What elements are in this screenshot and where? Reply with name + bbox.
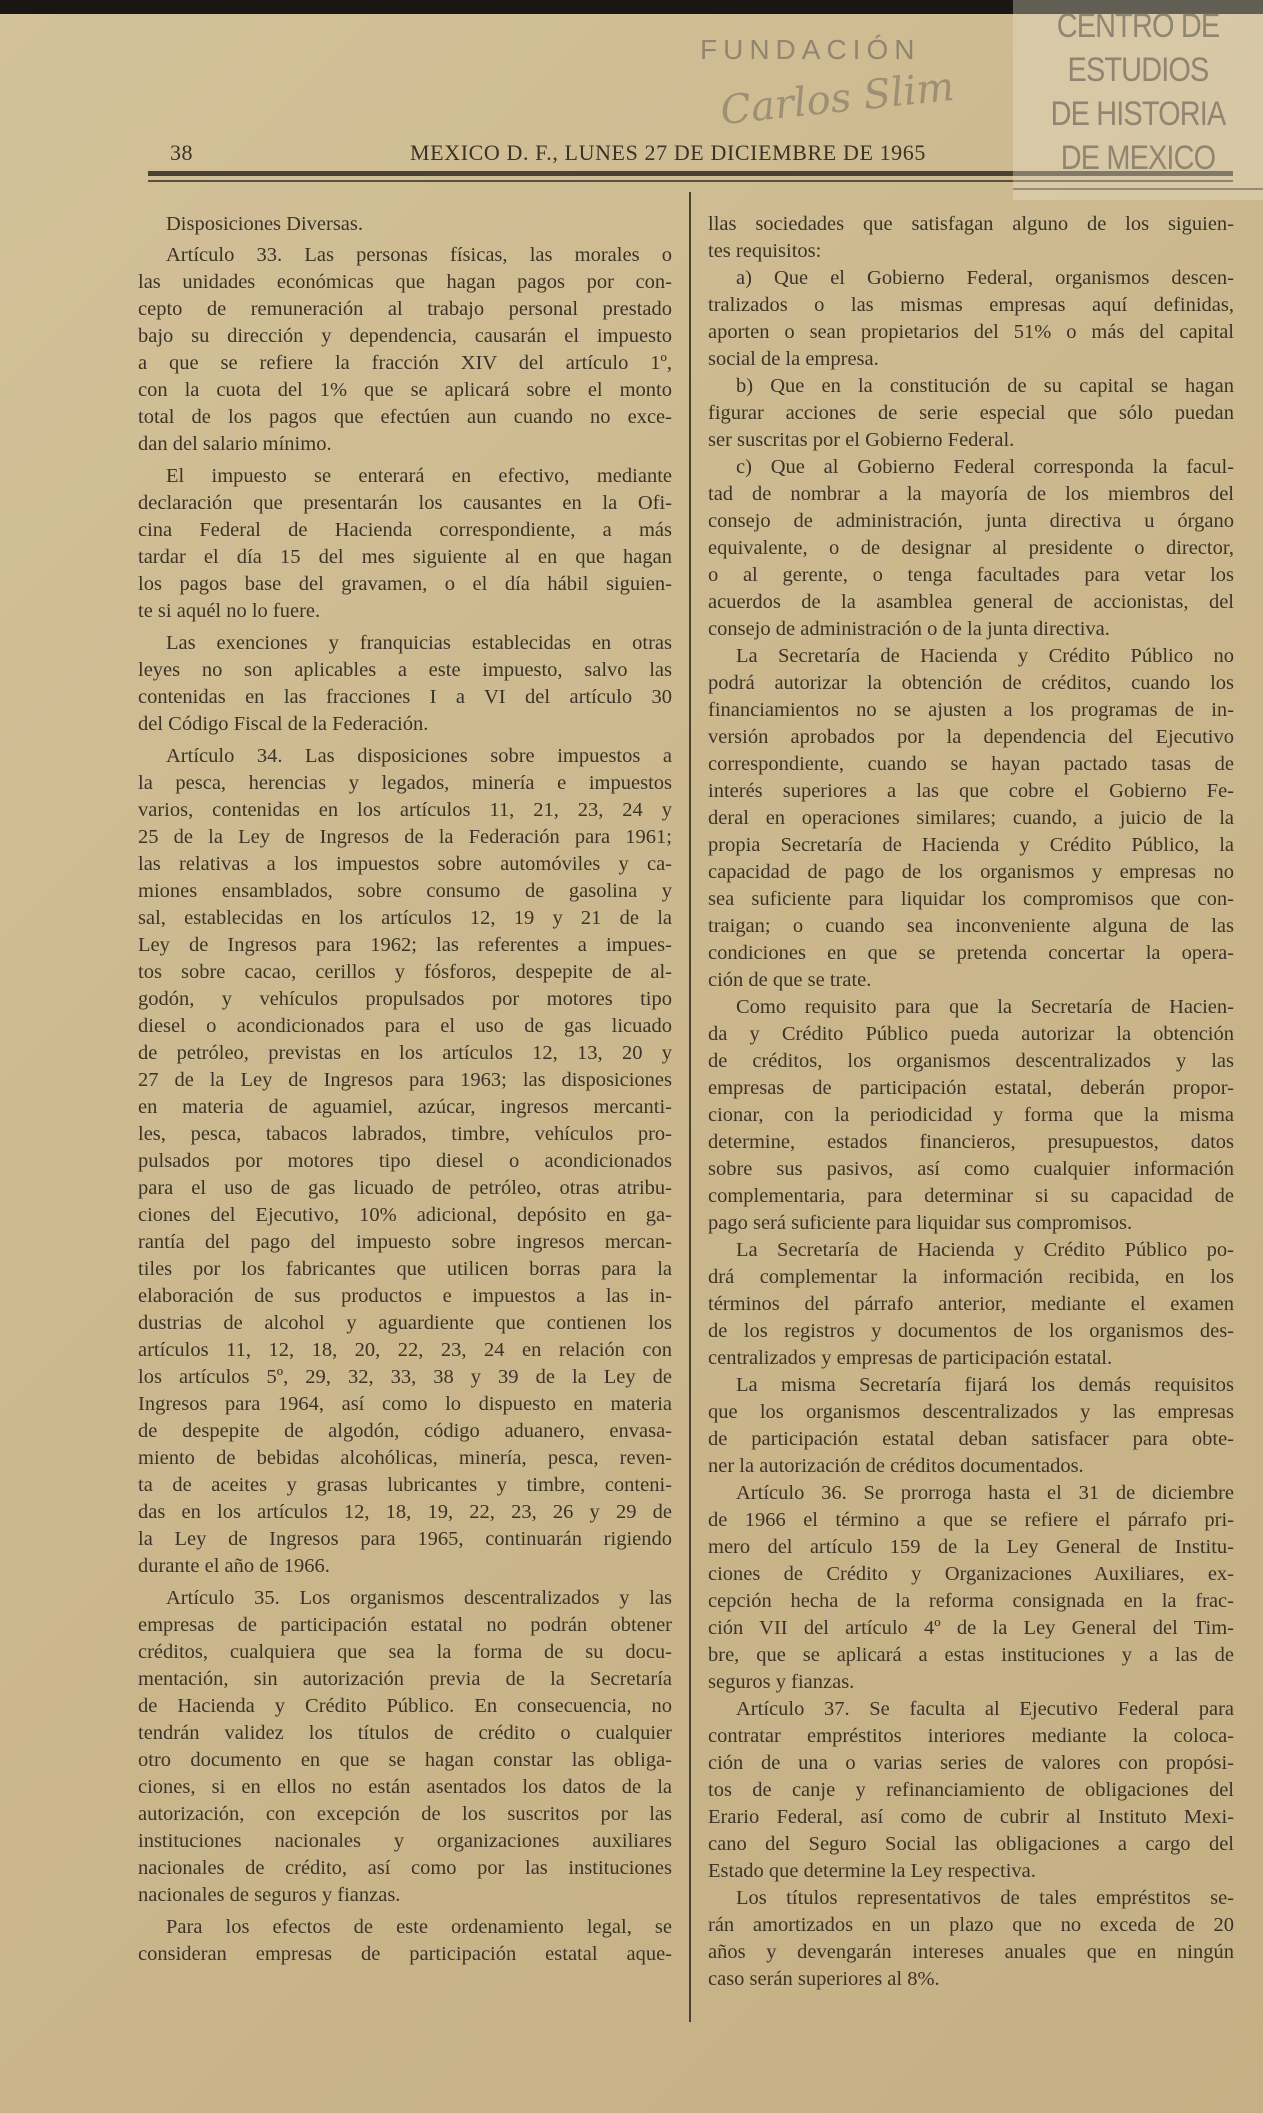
text-line: ción VII del artículo 4º de la Ley General del Tim-	[708, 1617, 1234, 1639]
text-line: interés superiores a las que cobre el Gobierno Fe-	[708, 780, 1234, 802]
page-number: 38	[170, 140, 193, 165]
text-line: financiamientos no se ajusten a los programas de in-	[708, 699, 1234, 721]
text-line: cepción hecha de la reforma consignada en la frac-	[708, 1590, 1234, 1612]
text-line: rán amortizados en un plazo que no exceda de 20	[708, 1914, 1234, 1936]
text-line: nacionales de seguros y fianzas.	[138, 1884, 401, 1906]
paragraph	[708, 643, 1234, 994]
text-line: bre, que se aplicará a estas instituciones y a las de	[708, 1644, 1234, 1666]
paragraph	[138, 630, 672, 738]
text-line: Como requisito para que la Secretaría de Hacien-	[736, 996, 1234, 1018]
text-line: figurar acciones de serie especial que sólo puedan	[708, 402, 1234, 424]
text-line: ser suscritas por el Gobierno Federal.	[708, 429, 1015, 451]
paragraph	[708, 265, 1234, 373]
text-line: tos sobre cacao, cerillos y fósforos, despepite de al-	[138, 961, 672, 983]
text-line: ciones del Ejecutivo, 10% adicional, depósito en ga-	[138, 1204, 672, 1226]
text-line: Artículo 35. Los organismos descentralizados y las	[166, 1587, 672, 1609]
text-line: empresas de participación estatal no podrán obtener	[138, 1614, 672, 1636]
text-line: contratar empréstitos interiores mediante la coloca-	[708, 1725, 1234, 1747]
paragraph	[708, 1885, 1234, 1993]
text-line: das en los artículos 12, 18, 19, 22, 23, 26 y 29 de	[138, 1501, 672, 1523]
text-line: varios, contenidas en los artículos 11, 21, 23, 24 y	[138, 799, 672, 821]
text-line: miones ensamblados, sobre consumo de gasolina y	[138, 880, 672, 902]
paragraph	[708, 1237, 1234, 1372]
text-line: tos de canje y refinanciamiento de obligaciones del	[708, 1779, 1234, 1801]
text-line: 27 de la Ley de Ingresos para 1963; las disposiciones	[138, 1069, 672, 1091]
text-line: seguros y fianzas.	[708, 1671, 855, 1693]
text-line: cionar, con la periodicidad y forma que la misma	[708, 1104, 1234, 1126]
text-line: La Secretaría de Hacienda y Crédito Público po-	[736, 1239, 1234, 1261]
text-line: a que se refiere la fracción XIV del artículo 1º,	[138, 352, 672, 374]
text-line: Los títulos representativos de tales empréstitos se-	[736, 1887, 1234, 1909]
text-line: acuerdos de la asamblea general de accionistas, del	[708, 591, 1234, 613]
paragraph	[138, 463, 672, 625]
text-line: ta de aceites y grasas lubricantes y timbre, conteni-	[138, 1474, 672, 1496]
text-line: rantía del pago del impuesto sobre ingresos mercan-	[138, 1231, 672, 1253]
text-line: 25 de la Ley de Ingresos de la Federación para 1961;	[138, 826, 672, 848]
text-line: equivalente, o de designar al presidente o director,	[708, 537, 1234, 559]
text-line: consejo de administración, junta directiva u órgano	[708, 510, 1234, 532]
paragraph	[708, 994, 1234, 1237]
watermark-logo	[1032, 4, 1245, 180]
text-line: determine, estados financieros, presupuestos, datos	[708, 1131, 1234, 1153]
paragraph	[138, 242, 672, 458]
text-line: podrá autorizar la obtención de créditos, cuando los	[708, 672, 1234, 694]
text-line: ción de una o varias series de valores con propósi-	[708, 1752, 1234, 1774]
paragraph	[708, 454, 1234, 643]
text-line: centralizados y empresas de participación estatal.	[708, 1347, 1113, 1369]
text-line: cano del Seguro Social las obligaciones a cargo del	[708, 1833, 1234, 1855]
text-line: ner la autorización de créditos documentados.	[708, 1455, 1084, 1477]
text-line: te si aquél no lo fuere.	[138, 600, 321, 622]
text-line: de despepite de algodón, código aduanero, envasa-	[138, 1420, 672, 1442]
text-line: durante el año de 1966.	[138, 1555, 330, 1577]
text-line: tes requisitos:	[708, 240, 822, 262]
text-line: Estado que determine la Ley respectiva.	[708, 1860, 1036, 1882]
text-line: con la cuota del 1% que se aplicará sobre el monto	[138, 379, 672, 401]
text-line: otro documento en que se hagan constar las obliga-	[138, 1749, 672, 1771]
text-line: en materia de aguamiel, azúcar, ingresos mercanti-	[138, 1096, 672, 1118]
watermark-rule	[1013, 188, 1263, 190]
text-line: ciones, si en ellos no están asentados los datos de la	[138, 1776, 672, 1798]
paragraph	[708, 1372, 1234, 1480]
text-line: para el uso de gas licuado de petróleo, otras atribu-	[138, 1177, 672, 1199]
text-line: consejo de administración o de la junta directiva.	[708, 618, 1110, 640]
watermark-line: ESTUDIOS	[1067, 51, 1209, 89]
text-line: Erario Federal, así como de cubrir al Instituto Mexi-	[708, 1806, 1234, 1828]
text-line: cepto de remuneración al trabajo personal prestado	[138, 298, 672, 320]
text-line: traigan; o cuando sea inconveniente alguna de las	[708, 915, 1234, 937]
watermark-line: DE HISTORIA	[1050, 95, 1226, 133]
text-line: a) Que el Gobierno Federal, organismos descen-	[736, 267, 1234, 289]
text-line: complementaria, para determinar si su capacidad de	[708, 1185, 1234, 1207]
text-line: deral en operaciones similares; cuando, a juicio de la	[708, 807, 1234, 829]
text-line: Las exenciones y franquicias establecidas en otras	[166, 632, 672, 654]
text-line: La Secretaría de Hacienda y Crédito Público no	[736, 645, 1234, 667]
text-line: empresas de participación estatal, deberán propor-	[708, 1077, 1234, 1099]
text-line: los pagos base del gravamen, o el día hábil siguien-	[138, 573, 672, 595]
paragraph	[708, 1696, 1234, 1885]
text-line: capacidad de pago de los organismos y empresas no	[708, 861, 1234, 883]
text-line: del Código Fiscal de la Federación.	[138, 713, 429, 735]
text-line: pulsados por motores tipo diesel o acondicionados	[138, 1150, 672, 1172]
text-line: correspondiente, cuando se hayan pactado tasas de	[708, 753, 1234, 775]
text-line: Ley de Ingresos para 1962; las referentes a impues-	[138, 934, 672, 956]
text-line: de petróleo, previstas en los artículos 12, 13, 20 y	[138, 1042, 672, 1064]
text-line: consideran empresas de participación estatal aque-	[138, 1943, 672, 1965]
paragraph	[138, 743, 672, 1580]
paragraph	[138, 1914, 672, 1968]
text-line: que los organismos descentralizados y las empresas	[708, 1401, 1234, 1423]
text-line: tendrán validez los títulos de crédito o cualquier	[138, 1722, 672, 1744]
text-line: El impuesto se enterará en efectivo, mediante	[166, 465, 672, 487]
text-line: cina Federal de Hacienda correspondiente, a más	[138, 519, 672, 541]
text-line: Artículo 36. Se prorroga hasta el 31 de diciembre	[736, 1482, 1234, 1504]
text-line: Artículo 33. Las personas físicas, las morales o	[166, 244, 672, 266]
page-header-title: MEXICO D. F., LUNES 27 DE DICIEMBRE DE 1965	[410, 140, 926, 165]
text-line: artículos 11, 12, 18, 20, 22, 23, 24 en relación con	[138, 1339, 672, 1361]
text-line: caso serán superiores al 8%.	[708, 1968, 940, 1990]
text-line: mero del artículo 159 de la Ley General de Institu-	[708, 1536, 1234, 1558]
watermark-foundation: FUNDACIÓN	[700, 34, 921, 65]
text-line: tardar el día 15 del mes siguiente al en que hagan	[138, 546, 672, 568]
text-line: leyes no son aplicables a este impuesto, salvo las	[138, 659, 672, 681]
text-line: condiciones en que se pretenda concertar la opera-	[708, 942, 1234, 964]
text-line: de los registros y documentos de los organismos des-	[708, 1320, 1234, 1342]
text-line: elaboración de sus productos e impuestos a las in-	[138, 1285, 672, 1307]
text-line: nacionales de crédito, así como por las instituciones	[138, 1857, 672, 1879]
text-line: o al gerente, o tenga facultades para vetar los	[708, 564, 1234, 586]
watermark-line: DE MEXICO	[1060, 139, 1216, 177]
text-line: llas sociedades que satisfagan alguno de los siguien-	[708, 213, 1234, 235]
text-line: sea suficiente para liquidar los compromisos que con-	[708, 888, 1234, 910]
text-line: términos del párrafo anterior, mediante el examen	[708, 1293, 1234, 1315]
paragraph	[708, 1480, 1234, 1696]
text-line: dan del salario mínimo.	[138, 433, 332, 455]
paragraph	[708, 211, 1234, 265]
text-line: total de los pagos que efectúen aun cuando no exce-	[138, 406, 672, 428]
text-line: de participación estatal deban satisfacer para obte-	[708, 1428, 1234, 1450]
text-line: les, pesca, tabacos labrados, timbre, vehículos pro-	[138, 1123, 672, 1145]
text-line: b) Que en la constitución de su capital se hagan	[736, 375, 1234, 397]
text-line: Artículo 37. Se faculta al Ejecutivo Federal para	[736, 1698, 1234, 1720]
text-line: drá complementar la información recibida, en los	[708, 1266, 1234, 1288]
text-line: de Hacienda y Crédito Público. En consecuencia, no	[138, 1695, 672, 1717]
text-line: ciones de Crédito y Organizaciones Auxiliares, ex-	[708, 1563, 1234, 1585]
text-line: instituciones nacionales y organizaciones auxiliares	[138, 1830, 672, 1852]
text-line: declaración que presentarán los causantes en la Ofi-	[138, 492, 672, 514]
text-line: Ingresos para 1964, así como lo dispuesto en materia	[138, 1393, 672, 1415]
text-line: tralizados o las mismas empresas aquí definidas,	[708, 294, 1234, 316]
text-line: de 1966 el término a que se refiere el párrafo pri-	[708, 1509, 1234, 1531]
watermark-line: CENTRO DE	[1056, 7, 1220, 45]
text-line: la Ley de Ingresos para 1965, continuarán rigiendo	[138, 1528, 672, 1550]
text-line: godón, y vehículos propulsados por motores tipo	[138, 988, 672, 1010]
section-heading: Disposiciones Diversas.	[166, 213, 364, 235]
paragraph	[708, 373, 1234, 454]
text-line: versión aprobados por la dependencia del Ejecutivo	[708, 726, 1234, 748]
right-column	[708, 211, 1234, 1993]
text-line: diesel o acondicionados para el uso de gas licuado	[138, 1015, 672, 1037]
text-line: social de la empresa.	[708, 348, 879, 370]
text-line: pago será suficiente para liquidar sus compromisos.	[708, 1212, 1133, 1234]
text-line: sobre sus pasivos, así como cualquier información	[708, 1158, 1234, 1180]
text-line: tiles por los fabricantes que utilicen borras para la	[138, 1258, 672, 1280]
text-line: autorización, con excepción de los suscritos por las	[138, 1803, 672, 1825]
text-line: contenidas en las fracciones I a VI del artículo 30	[138, 686, 672, 708]
text-line: miento de bebidas alcohólicas, minería, pesca, reven-	[138, 1447, 672, 1469]
text-line: los artículos 5º, 29, 32, 33, 38 y 39 de la Ley de	[138, 1366, 672, 1388]
column-divider	[689, 192, 691, 2022]
text-line: propia Secretaría de Hacienda y Crédito Público, la	[708, 834, 1234, 856]
text-line: mentación, sin autorización previa de la Secretaría	[138, 1668, 672, 1690]
text-line: la pesca, herencias y legados, minería e impuestos	[138, 772, 672, 794]
left-column	[138, 211, 672, 1973]
watermark-signature: Carlos Slim	[718, 63, 957, 135]
text-line: de créditos, los organismos descentralizados y las	[708, 1050, 1234, 1072]
text-line: aporten o sean propietarios del 51% o más del capital	[708, 321, 1234, 343]
text-line: créditos, cualquiera que sea la forma de su docu-	[138, 1641, 672, 1663]
text-line: La misma Secretaría fijará los demás requisitos	[736, 1374, 1234, 1396]
text-line: años y devengarán intereses anuales que en ningún	[708, 1941, 1234, 1963]
text-line: sal, establecidas en los artículos 12, 19 y 21 de la	[138, 907, 672, 929]
text-line: c) Que al Gobierno Federal corresponda la facul-	[736, 456, 1234, 478]
paragraph	[138, 1585, 672, 1909]
text-line: Para los efectos de este ordenamiento legal, se	[166, 1916, 672, 1938]
text-line: las unidades económicas que hagan pagos por con-	[138, 271, 672, 293]
text-line: dustrias de alcohol y aguardiente que contienen los	[138, 1312, 672, 1334]
text-line: tad de nombrar a la mayoría de los miembros del	[708, 483, 1234, 505]
text-line: da y Crédito Público pueda autorizar la obtención	[708, 1023, 1234, 1045]
text-line: bajo su dirección y dependencia, causarán el impuesto	[138, 325, 672, 347]
text-line: las relativas a los impuestos sobre automóviles y ca-	[138, 853, 672, 875]
text-line: ción de que se trate.	[708, 969, 872, 991]
text-line: Artículo 34. Las disposiciones sobre impuestos a	[166, 745, 672, 767]
